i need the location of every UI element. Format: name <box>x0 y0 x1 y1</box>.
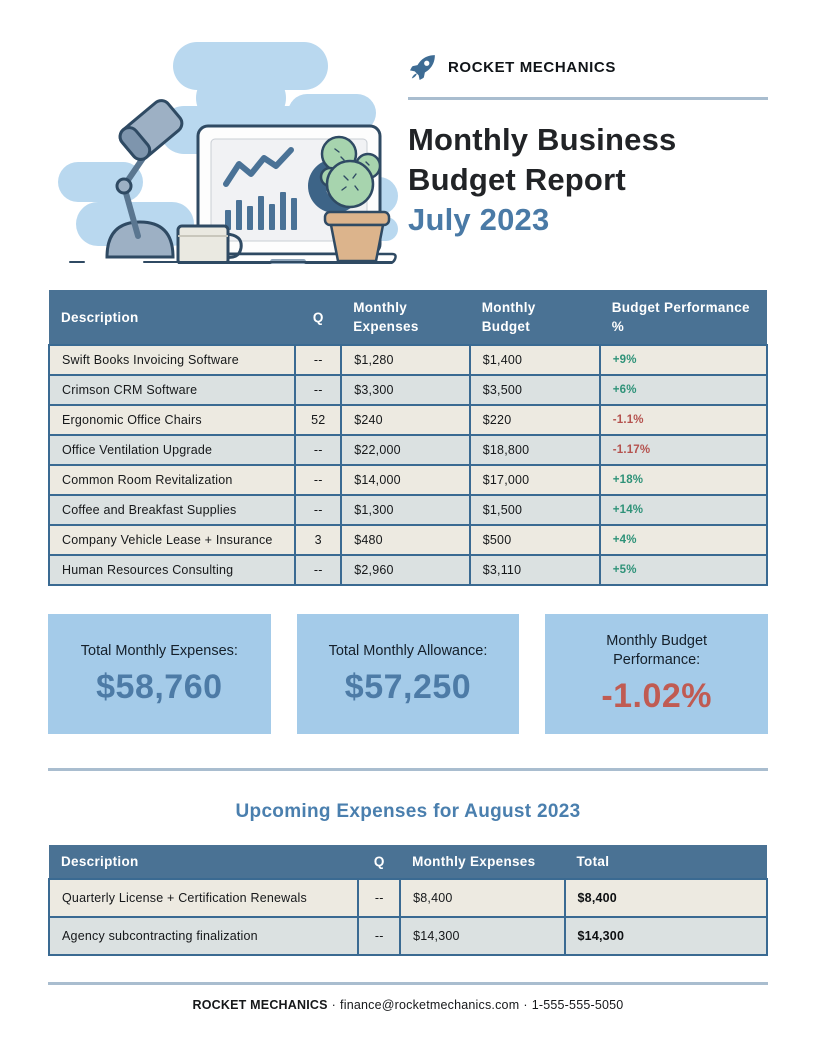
summary-cards <box>48 614 768 734</box>
table-row <box>49 465 767 495</box>
card-value: $58,760 <box>96 667 223 706</box>
cell-expenses: $2,960 <box>341 555 470 585</box>
cell-description: Office Ventilation Upgrade <box>49 435 295 465</box>
column-header-monthly-budget: Monthly Budget <box>470 290 600 345</box>
cell-quantity: -- <box>358 917 400 955</box>
table-row <box>49 555 767 585</box>
column-header-total: Total <box>565 845 767 879</box>
cell-performance: +18% <box>600 465 767 495</box>
cell-expenses: $3,300 <box>341 375 470 405</box>
upcoming-expenses-table <box>48 845 768 956</box>
cell-budget: $1,400 <box>470 345 600 375</box>
cell-description: Quarterly License + Certification Renewals <box>49 879 358 917</box>
cell-quantity: -- <box>358 879 400 917</box>
table-row <box>49 917 767 955</box>
card-value: -1.02% <box>601 677 713 715</box>
table-row <box>49 435 767 465</box>
cell-budget: $220 <box>470 405 600 435</box>
cell-quantity: 3 <box>295 525 341 555</box>
cell-performance: +14% <box>600 495 767 525</box>
table-row <box>49 405 767 435</box>
cell-performance: -1.17% <box>600 435 767 465</box>
cell-performance: +5% <box>600 555 767 585</box>
cell-budget: $1,500 <box>470 495 600 525</box>
column-header-description: Description <box>49 290 295 345</box>
card-label: Total Monthly Expenses: <box>80 642 238 659</box>
column-header-budget-performance: Budget Performance % <box>600 290 767 345</box>
cell-description: Ergonomic Office Chairs <box>49 405 295 435</box>
column-header-q: Q <box>358 845 400 879</box>
cell-expenses: $240 <box>341 405 470 435</box>
cell-quantity: -- <box>295 465 341 495</box>
total-expenses-card <box>48 614 271 734</box>
header-block <box>408 14 768 264</box>
upcoming-section-title: Upcoming Expenses for August 2023 <box>235 801 581 822</box>
cell-performance: +4% <box>600 525 767 555</box>
cell-performance: -1.1% <box>600 405 767 435</box>
cell-total: $8,400 <box>565 879 767 917</box>
cell-description: Human Resources Consulting <box>49 555 295 585</box>
budget-table-header-row <box>49 290 767 345</box>
cell-quantity: 52 <box>295 405 341 435</box>
cell-quantity: -- <box>295 555 341 585</box>
cell-quantity: -- <box>295 375 341 405</box>
upcoming-table-header-row <box>49 845 767 879</box>
cell-budget: $500 <box>470 525 600 555</box>
cell-budget: $3,500 <box>470 375 600 405</box>
table-row <box>49 495 767 525</box>
footer-phone: 1-555-555-5050 <box>531 998 624 1012</box>
card-value: $57,250 <box>344 667 472 706</box>
cell-quantity: -- <box>295 495 341 525</box>
page-subtitle: July 2023 <box>408 202 550 237</box>
cell-expenses: $22,000 <box>341 435 470 465</box>
cell-expenses: $480 <box>341 525 470 555</box>
desk-illustration <box>48 14 398 264</box>
footer-divider <box>48 982 768 985</box>
table-row <box>49 879 767 917</box>
column-header-q: Q <box>295 290 341 345</box>
page-title-line1: Monthly Business <box>408 122 677 157</box>
page-title-line2: Budget Report <box>408 162 626 197</box>
table-row <box>49 375 767 405</box>
footer-brand: ROCKET MECHANICS <box>192 998 328 1012</box>
column-header-monthly-expenses: Monthly Expenses <box>400 845 564 879</box>
cell-budget: $18,800 <box>470 435 600 465</box>
cell-description: Crimson CRM Software <box>49 375 295 405</box>
cell-expenses: $1,300 <box>341 495 470 525</box>
table-row <box>49 345 767 375</box>
cell-description: Swift Books Invoicing Software <box>49 345 295 375</box>
cell-performance: +6% <box>600 375 767 405</box>
cell-budget: $3,110 <box>470 555 600 585</box>
footer-separator: · <box>523 998 528 1012</box>
brand-row <box>408 52 768 82</box>
cell-budget: $17,000 <box>470 465 600 495</box>
cell-performance: +9% <box>600 345 767 375</box>
cell-description: Coffee and Breakfast Supplies <box>49 495 295 525</box>
cell-total: $14,300 <box>565 917 767 955</box>
section-divider <box>48 768 768 771</box>
rocket-icon <box>408 52 438 82</box>
brand-name: ROCKET MECHANICS <box>448 58 616 76</box>
footer-email: finance@rocketmechanics.com <box>340 998 520 1012</box>
total-allowance-card <box>297 614 520 734</box>
footer <box>48 998 768 1012</box>
cell-expenses: $14,000 <box>341 465 470 495</box>
cell-description: Company Vehicle Lease + Insurance <box>49 525 295 555</box>
budget-table <box>48 290 768 586</box>
cell-quantity: -- <box>295 345 341 375</box>
cell-description: Agency subcontracting finalization <box>49 917 358 955</box>
card-label: Monthly Budget Performance: <box>606 633 708 668</box>
table-row <box>49 525 767 555</box>
cell-expenses: $1,280 <box>341 345 470 375</box>
footer-separator: · <box>331 998 337 1012</box>
column-header-description: Description <box>49 845 358 879</box>
budget-performance-card <box>545 614 768 734</box>
cell-expenses: $14,300 <box>400 917 564 955</box>
cell-expenses: $8,400 <box>400 879 564 917</box>
header-divider <box>408 97 768 100</box>
card-label: Total Monthly Allowance: <box>328 642 488 659</box>
cell-quantity: -- <box>295 435 341 465</box>
hero-section <box>48 0 768 264</box>
cell-description: Common Room Revitalization <box>49 465 295 495</box>
column-header-monthly-expenses: Monthly Expenses <box>341 290 470 345</box>
